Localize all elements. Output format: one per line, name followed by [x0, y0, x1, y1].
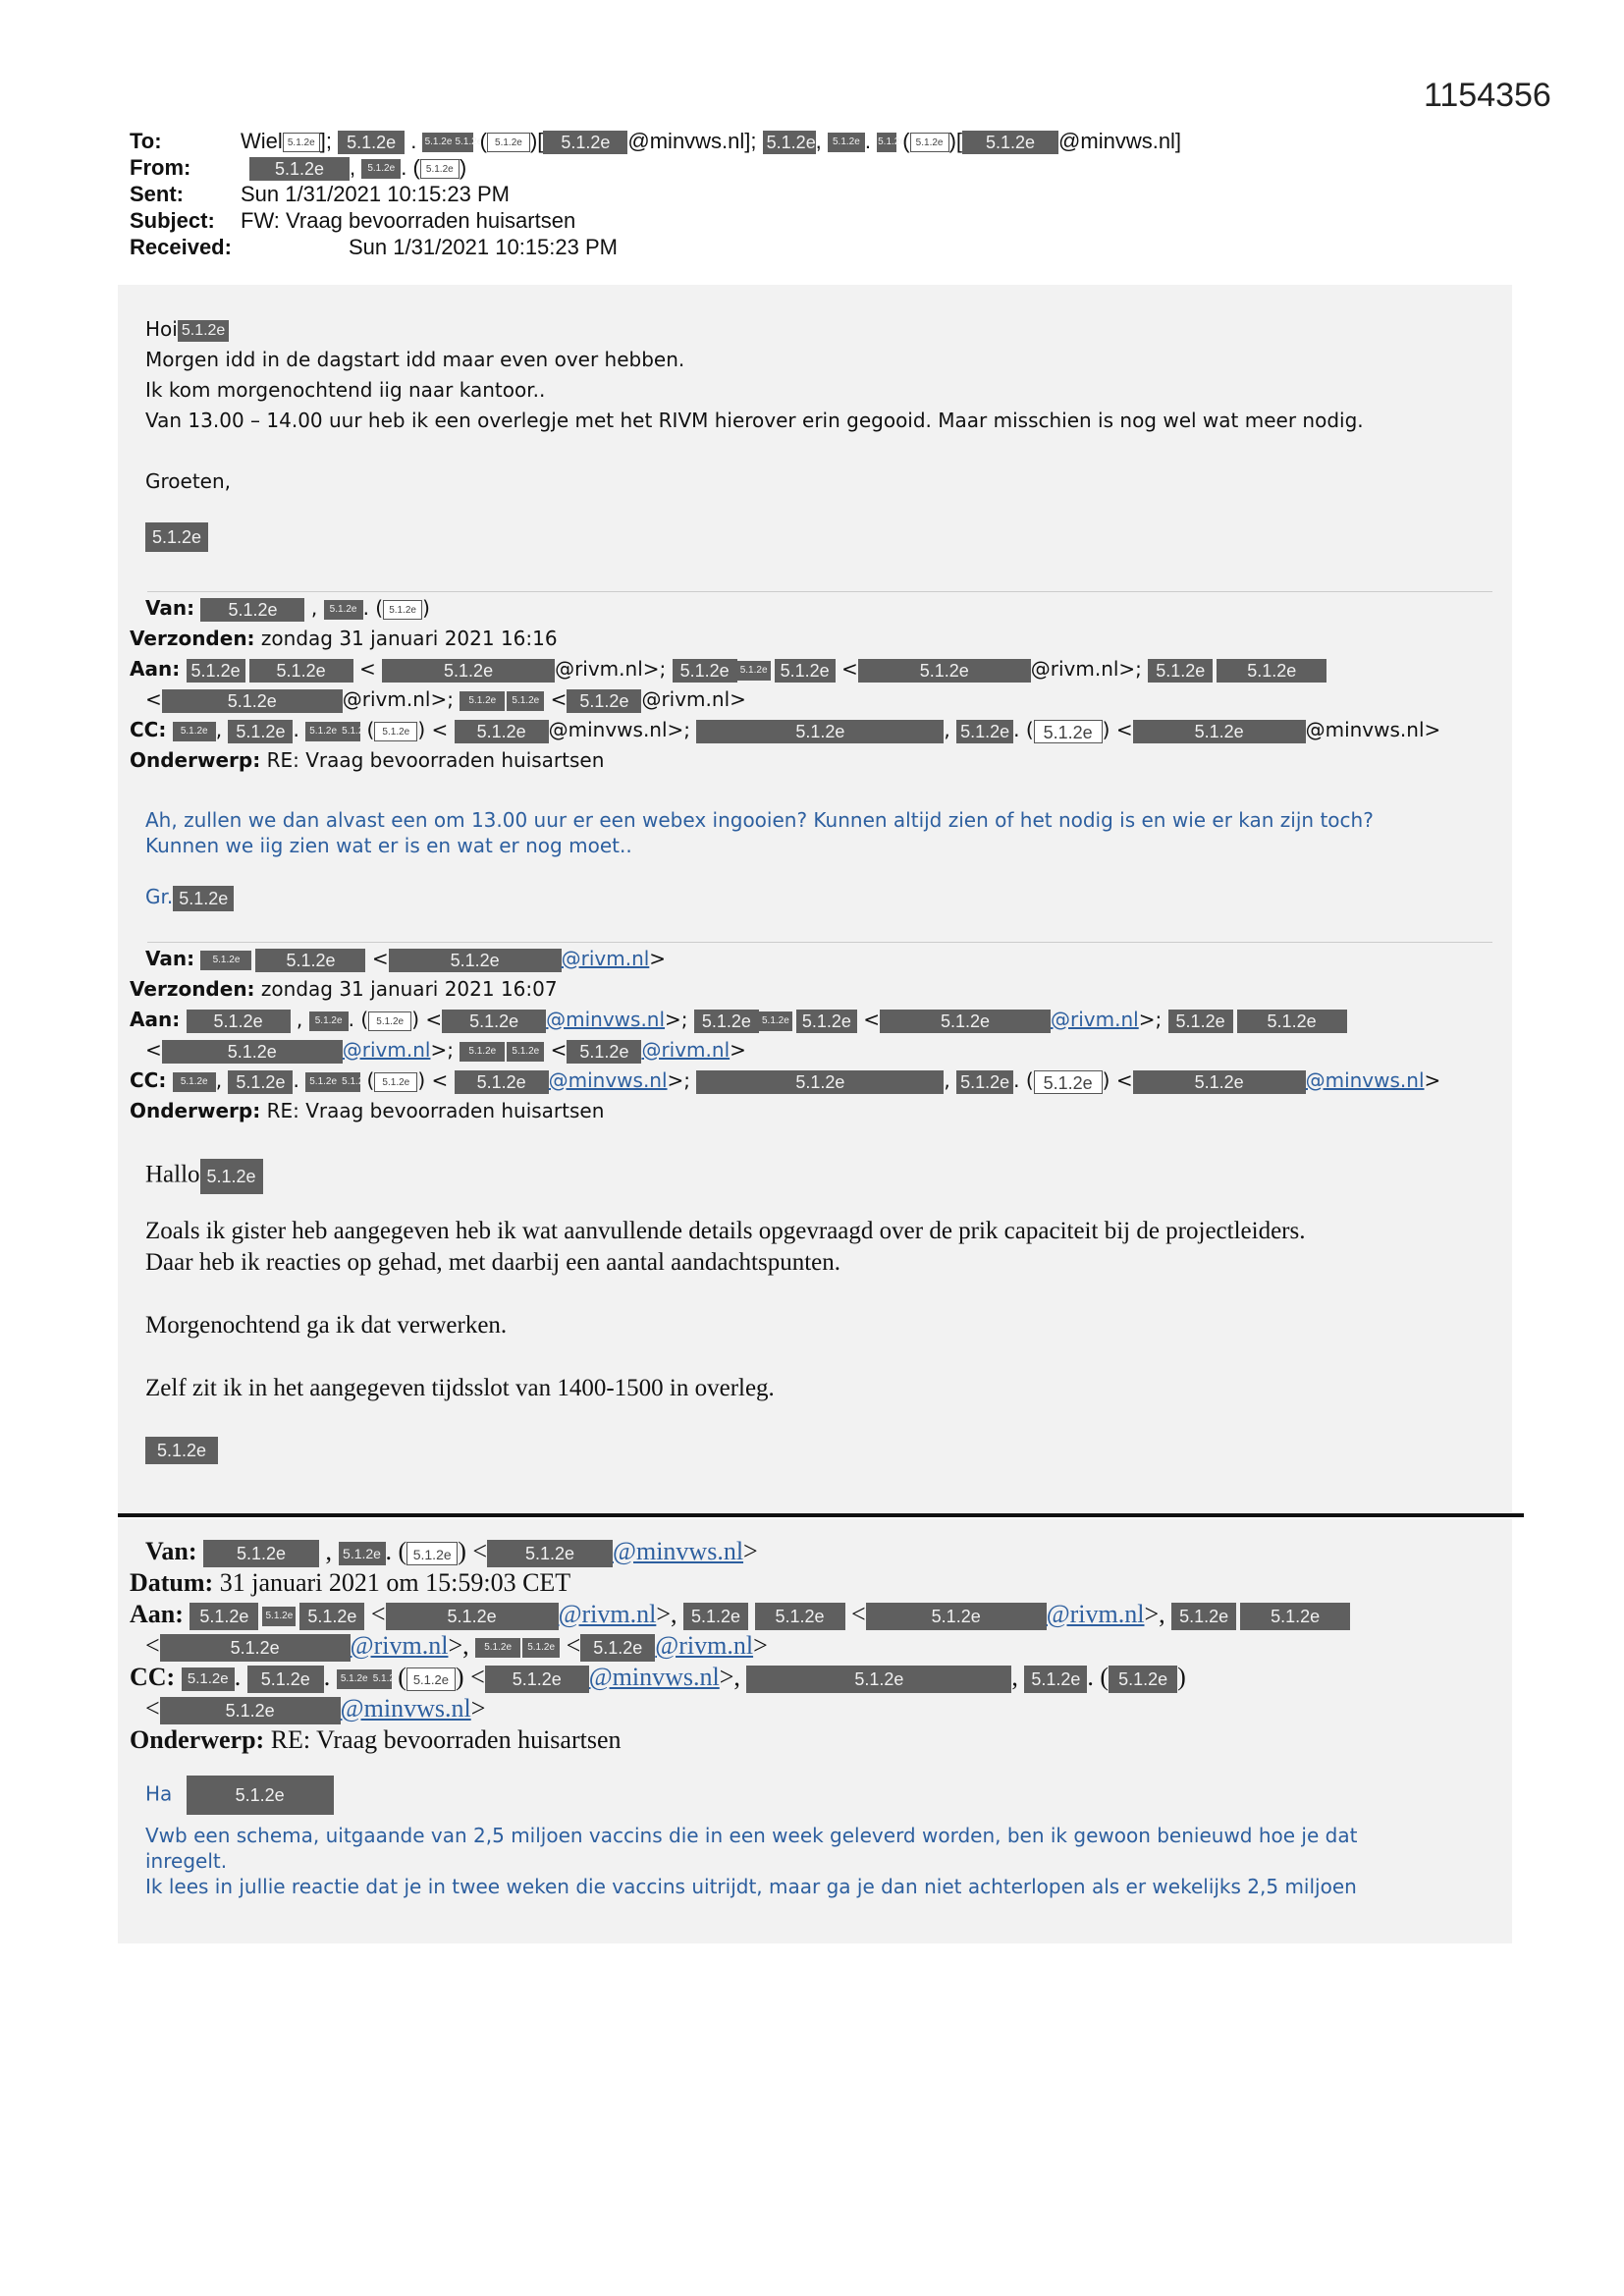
- message-3-meta: [130, 944, 1440, 1126]
- email-link[interactable]: @rivm.nl: [342, 1038, 431, 1062]
- body-line: Morgenochtend ga ik dat verwerken.: [145, 1312, 508, 1339]
- van-row: Van: 5.1.2e 5.1.2e < 5.1.2e @rivm.nl>: [145, 947, 667, 970]
- redaction: 5.1.2e: [858, 659, 1031, 683]
- redaction: 5.1.2e: [962, 131, 1058, 154]
- email-link[interactable]: @rivm.nl: [641, 1038, 731, 1062]
- verzonden-row: Verzonden: zondag 31 januari 2021 16:16: [130, 627, 558, 650]
- van-row: Van: 5.1.2e , 5.1.2e . ( 5.1.2e ) < 5.1.2e @minvws.nl>: [130, 1536, 1350, 1567]
- message-4-meta: [130, 1536, 1350, 1756]
- redaction: 5.1.2e: [507, 1042, 544, 1062]
- from-label: From:: [130, 155, 191, 181]
- redaction: 5.1.2e: [746, 1666, 1011, 1693]
- redaction: 5.1.2e: [507, 691, 544, 711]
- body-line: Van 13.00 – 14.00 uur heb ik een overlegje met het RIVM hierover erin gegooid. Maar misschien is nog wel wat meer nodig.: [145, 409, 1364, 432]
- van-row: Van: 5.1.2e , 5.1.2e . ( 5.1.2e ): [145, 596, 430, 620]
- subject-row: [130, 207, 1181, 234]
- redaction: 5.1.2e: [389, 949, 562, 972]
- signature-redaction: 5.1.2e: [145, 1437, 218, 1464]
- email-header: [130, 128, 1181, 260]
- document-page-id: 1154356: [1424, 77, 1551, 114]
- redaction: 5.1.2e: [455, 720, 549, 743]
- signature: Gr. 5.1.2e: [145, 884, 1374, 911]
- redaction: 5.1.2e: [337, 1669, 372, 1689]
- redaction: 5.1.2e: [383, 600, 422, 620]
- sent-label: Sent:: [130, 182, 184, 207]
- redaction: 5.1.2e: [567, 1040, 641, 1064]
- from-row: [130, 154, 1181, 181]
- redaction: 5.1.2e: [162, 1040, 343, 1064]
- redaction: 5.1.2e: [759, 1011, 792, 1031]
- aan-row: Aan: 5.1.2e 5.1.2e 5.1.2e < 5.1.2e @rivm.nl>, 5.1.2e 5.1.2e < 5.1.2e @rivm.nl>, 5.1.2e 5.1.2e: [130, 1599, 1350, 1630]
- redaction: 5.1.2e: [956, 720, 1013, 743]
- redaction: 5.1.2e: [796, 1010, 857, 1033]
- subject-value: FW: Vraag bevoorraden huisartsen: [241, 208, 576, 234]
- redaction: 5.1.2e: [187, 659, 245, 683]
- signature-redaction: 5.1.2e: [145, 522, 208, 552]
- aan-row-cont: < 5.1.2e @rivm.nl>, 5.1.2e 5.1.2e < 5.1.2e @rivm.nl>: [130, 1630, 1350, 1662]
- redaction: 5.1.2e: [160, 1634, 351, 1662]
- redaction: 5.1.2e: [460, 691, 505, 711]
- aan-row-cont: < 5.1.2e @rivm.nl>; 5.1.2e 5.1.2e < 5.1.2e @rivm.nl>: [145, 1038, 746, 1062]
- redaction: 5.1.2e: [173, 1072, 216, 1092]
- greeting: Hallo 5.1.2e: [145, 1159, 1305, 1194]
- email-link[interactable]: @minvws.nl: [613, 1537, 744, 1565]
- redaction: 5.1.2e: [372, 1669, 392, 1689]
- redaction: 5.1.2e: [455, 1070, 549, 1094]
- message-1-body: [145, 314, 1364, 552]
- closing: Groeten,: [145, 469, 232, 493]
- redaction: 5.1.2e: [543, 131, 627, 154]
- redaction: 5.1.2e: [249, 659, 353, 683]
- redaction: 5.1.2e: [737, 661, 771, 681]
- email-link[interactable]: @minvws.nl: [340, 1694, 471, 1723]
- cc-row: CC: 5.1.2e , 5.1.2e . 5.1.2e 5.1.2e ( 5.1.2e ) < 5.1.2e @minvws.nl>; 5.1.2e , 5.1.2e . ( 5.1.2e ) < 5.1.2e @minvws.nl>: [130, 718, 1441, 742]
- redaction: 5.1.2e: [341, 722, 360, 741]
- redaction: 5.1.2e: [1034, 1070, 1103, 1094]
- redaction: 5.1.2e: [696, 720, 944, 743]
- redaction: 5.1.2e: [200, 598, 304, 622]
- redaction: 5.1.2e: [305, 1072, 341, 1092]
- received-label: Received:: [130, 235, 232, 260]
- redaction: 5.1.2e: [178, 320, 229, 342]
- redaction: 5.1.2e: [442, 1010, 546, 1033]
- redaction: 5.1.2e: [182, 1667, 235, 1691]
- onderwerp-row: Onderwerp: RE: Vraag bevoorraden huisartsen: [130, 1725, 622, 1755]
- redaction: 5.1.2e: [309, 1011, 349, 1031]
- redaction: 5.1.2e: [956, 1070, 1013, 1094]
- greeting: Ha 5.1.2e: [145, 1776, 1357, 1815]
- redaction: 5.1.2e: [361, 159, 401, 179]
- subject-label: Subject:: [130, 208, 215, 234]
- email-link[interactable]: @rivm.nl: [558, 1600, 657, 1629]
- body-line: Zoals ik gister heb aangegeven heb ik wat aanvullende details opgevraagd over de prik capaciteit bij de projectleiders.: [145, 1218, 1306, 1244]
- body-line: Ah, zullen we dan alvast een om 13.00 uur er een webex ingooien? Kunnen altijd zien of het nodig is en wie er kan zijn toch?: [145, 808, 1374, 832]
- redaction: 5.1.2e: [386, 1603, 559, 1630]
- redaction: 5.1.2e: [189, 1603, 258, 1630]
- received-value: Sun 1/31/2021 10:15:23 PM: [349, 235, 618, 260]
- sent-row: [130, 181, 1181, 207]
- redaction: 5.1.2e: [1148, 659, 1213, 683]
- body-line: Daar heb ik reacties op gehad, met daarbij een aantal aandachtspunten.: [145, 1249, 841, 1276]
- redaction: 5.1.2e: [487, 133, 530, 152]
- from-value: 5.1.2e , 5.1.2e . ( 5.1.2e ): [249, 154, 466, 181]
- body-line: inregelt.: [145, 1849, 228, 1873]
- to-row: [130, 128, 1181, 154]
- aan-row: Aan: 5.1.2e , 5.1.2e . ( 5.1.2e ) < 5.1.2e @minvws.nl>; 5.1.2e 5.1.2e 5.1.2e < 5.1.2e @rivm.nl>; 5.1.2e 5.1.2e: [130, 1005, 1440, 1035]
- redaction: 5.1.2e: [200, 951, 251, 970]
- greeting: Hoi 5.1.2e: [145, 314, 1364, 345]
- redaction: 5.1.2e: [454, 133, 473, 152]
- redaction: 5.1.2e: [187, 1010, 291, 1033]
- datum-row: Datum: 31 januari 2021 om 15:59:03 CET: [130, 1568, 571, 1598]
- email-link[interactable]: @minvws.nl: [1305, 1068, 1425, 1092]
- redaction: 5.1.2e: [1168, 1010, 1233, 1033]
- cc-row-cont: < 5.1.2e @minvws.nl>: [130, 1693, 1350, 1724]
- redaction: 5.1.2e: [162, 689, 343, 713]
- redaction: 5.1.2e: [487, 1540, 613, 1567]
- redaction: 5.1.2e: [255, 949, 365, 972]
- redaction: 5.1.2e: [696, 1070, 944, 1094]
- message-2-body: [145, 807, 1374, 911]
- body-line: Vwb een schema, uitgaande van 2,5 miljoen vaccins die in een week geleverd worden, ben ik gewoon benieuwd hoe je dat: [145, 1824, 1358, 1847]
- cc-row: CC: 5.1.2e . 5.1.2e . 5.1.2e 5.1.2e ( 5.1.2e ) < 5.1.2e @minvws.nl>, 5.1.2e , 5.1.2e . ( 5.1.2e ): [130, 1662, 1350, 1693]
- sent-value: Sun 1/31/2021 10:15:23 PM: [241, 182, 510, 207]
- email-link[interactable]: @rivm.nl: [350, 1631, 449, 1661]
- body-line: Zelf zit ik in het aangegeven tijdsslot van 1400-1500 in overleg.: [145, 1375, 775, 1401]
- message-4-body: [145, 1776, 1357, 1899]
- redaction: 5.1.2e: [763, 131, 816, 154]
- redaction: 5.1.2e: [324, 600, 363, 620]
- redaction: 5.1.2e: [775, 659, 836, 683]
- redaction: 5.1.2e: [420, 159, 460, 179]
- redaction: 5.1.2e: [406, 1542, 458, 1565]
- redaction: 5.1.2e: [341, 1072, 360, 1092]
- redaction: 5.1.2e: [1109, 1666, 1177, 1693]
- redaction: 5.1.2e: [228, 1070, 293, 1094]
- redaction: 5.1.2e: [910, 133, 949, 152]
- redaction: 5.1.2e: [522, 1638, 560, 1658]
- redaction: 5.1.2e: [877, 133, 896, 152]
- redaction: 5.1.2e: [1034, 720, 1103, 743]
- onderwerp-row: Onderwerp: RE: Vraag bevoorraden huisartsen: [130, 748, 605, 772]
- redaction: 5.1.2e: [338, 131, 405, 154]
- redaction: 5.1.2e: [200, 1159, 263, 1194]
- redaction: 5.1.2e: [406, 1667, 456, 1691]
- body-line: Kunnen we iig zien wat er is en wat er nog moet..: [145, 834, 632, 857]
- redaction: 5.1.2e: [880, 1010, 1051, 1033]
- redaction: 5.1.2e: [567, 689, 641, 713]
- redaction: 5.1.2e: [475, 1638, 520, 1658]
- redaction: 5.1.2e: [187, 1776, 334, 1815]
- redaction: 5.1.2e: [283, 133, 320, 152]
- email-link[interactable]: @rivm.nl: [561, 947, 650, 970]
- redaction: 5.1.2e: [203, 1540, 319, 1567]
- email-link[interactable]: @rivm.nl: [1046, 1600, 1145, 1629]
- body-line: Ik lees in jullie reactie dat je in twee weken die vaccins uitrijdt, maar ga je dan niet achterlopen als er wekelijks 2,5 miljoen: [145, 1875, 1357, 1898]
- redaction: 5.1.2e: [866, 1603, 1047, 1630]
- message-2-meta: [130, 593, 1440, 776]
- onderwerp-row: Onderwerp: RE: Vraag bevoorraden huisartsen: [130, 1099, 605, 1122]
- email-link[interactable]: @minvws.nl: [588, 1663, 720, 1692]
- to-label: To:: [130, 129, 162, 153]
- redaction: 5.1.2e: [485, 1666, 589, 1693]
- redaction: 5.1.2e: [1240, 1603, 1350, 1630]
- redaction: 5.1.2e: [683, 1603, 748, 1630]
- redaction: 5.1.2e: [1171, 1603, 1236, 1630]
- redaction: 5.1.2e: [374, 722, 417, 741]
- redaction: 5.1.2e: [299, 1603, 364, 1630]
- redaction: 5.1.2e: [247, 1666, 324, 1693]
- aan-row-cont: < 5.1.2e @rivm.nl>; 5.1.2e 5.1.2e < 5.1.2e @rivm.nl>: [145, 687, 746, 711]
- redaction: 5.1.2e: [755, 1603, 845, 1630]
- redaction: 5.1.2e: [580, 1634, 655, 1662]
- redaction: 5.1.2e: [1237, 1010, 1347, 1033]
- separator: [147, 591, 1492, 592]
- redaction: 5.1.2e: [305, 722, 341, 741]
- redaction: 5.1.2e: [262, 1607, 296, 1626]
- body-line: Ik kom morgenochtend iig naar kantoor..: [145, 378, 546, 402]
- redaction: 5.1.2e: [228, 720, 293, 743]
- redaction: 5.1.2e: [1133, 720, 1306, 743]
- redaction: 5.1.2e: [339, 1542, 386, 1565]
- email-link[interactable]: @minvws.nl: [546, 1008, 666, 1031]
- body-line: Morgen idd in de dagstart idd maar even over hebben.: [145, 348, 685, 371]
- email-link[interactable]: @minvws.nl: [548, 1068, 668, 1092]
- redaction: 5.1.2e: [374, 1072, 417, 1092]
- aan-row: Aan: 5.1.2e 5.1.2e < 5.1.2e @rivm.nl>; 5.1.2e 5.1.2e 5.1.2e < 5.1.2e @rivm.nl>; 5.1.2e 5.1.2e: [130, 654, 1440, 684]
- to-value: Wiel 5.1.2e ]; 5.1.2e . 5.1.2e 5.1.2e ( 5.1.2e )[ 5.1.2e @minvws.nl]; 5.1.2e, 5.1.2e . 5.1.2e ( 5.1.2e )[ 5.1.2e @minvws.nl]: [241, 129, 1182, 153]
- redaction: 5.1.2e: [160, 1697, 341, 1724]
- redaction: 5.1.2e: [828, 133, 865, 152]
- cc-row: CC: 5.1.2e , 5.1.2e . 5.1.2e 5.1.2e ( 5.1.2e ) < 5.1.2e @minvws.nl>; 5.1.2e , 5.1.2e . ( 5.1.2e ) < 5.1.2e @minvws.nl>: [130, 1068, 1441, 1093]
- redaction: 5.1.2e: [1024, 1666, 1087, 1693]
- separator: [147, 942, 1492, 943]
- section-divider: [118, 1513, 1524, 1517]
- message-3-body: [145, 1159, 1305, 1465]
- redaction: 5.1.2e: [1217, 659, 1326, 683]
- redaction: 5.1.2e: [368, 1011, 411, 1031]
- redaction: 5.1.2e: [382, 659, 555, 683]
- redaction: 5.1.2e: [173, 886, 234, 911]
- redaction: 5.1.2e: [673, 659, 737, 683]
- redaction: 5.1.2e: [422, 133, 454, 152]
- redaction: 5.1.2e: [1133, 1070, 1306, 1094]
- redaction: 5.1.2e: [460, 1042, 505, 1062]
- redaction: 5.1.2e: [694, 1010, 759, 1033]
- redaction: 5.1.2e: [173, 722, 216, 741]
- email-link[interactable]: @rivm.nl: [655, 1631, 754, 1661]
- redaction: 5.1.2e: [249, 157, 350, 181]
- email-link[interactable]: @rivm.nl: [1051, 1008, 1139, 1031]
- received-row: [130, 234, 1181, 260]
- verzonden-row: Verzonden: zondag 31 januari 2021 16:07: [130, 977, 558, 1001]
